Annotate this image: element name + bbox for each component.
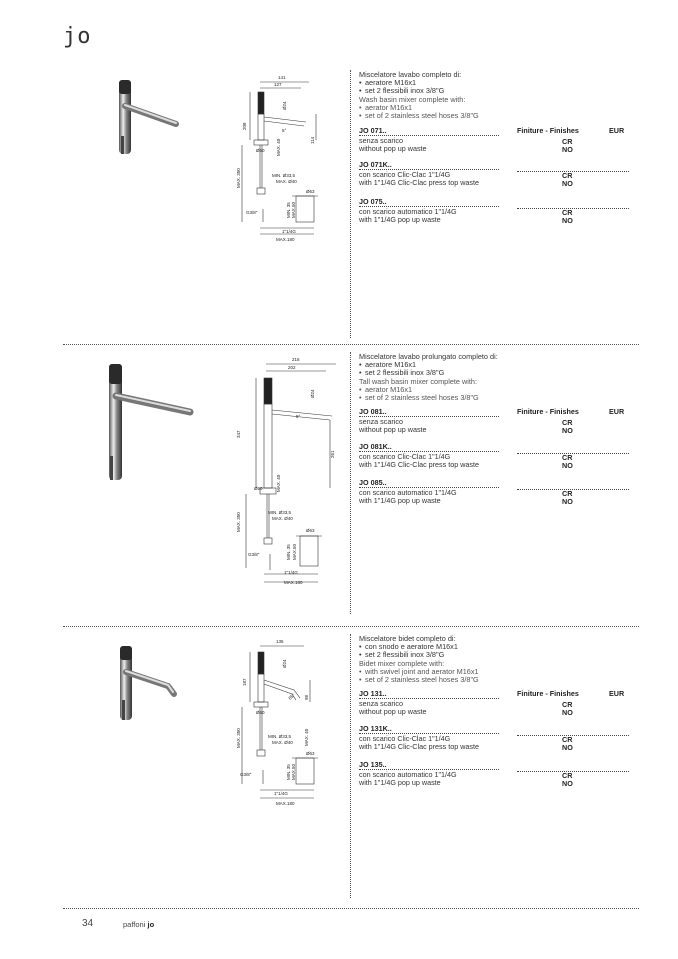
dim-max350: MAX. 350 bbox=[236, 728, 241, 748]
dim-max350: MAX. 350 bbox=[236, 168, 241, 188]
faucet-photo bbox=[100, 360, 200, 484]
product-text-en: with 1"1/4G pop up waste bbox=[359, 778, 441, 788]
dotted-rule bbox=[359, 135, 499, 136]
dotted-rule bbox=[517, 489, 629, 490]
finish-codes: CR NO bbox=[562, 735, 573, 753]
dim-height: 187 bbox=[242, 678, 247, 686]
product-code: JO 085.. bbox=[359, 478, 387, 487]
dim-max180: MAX.180 bbox=[276, 237, 295, 242]
finish-codes: CR NO bbox=[562, 171, 573, 189]
product-text-it: senza scarico bbox=[359, 417, 403, 426]
product-code: JO 075.. bbox=[359, 197, 387, 206]
product-row bbox=[359, 126, 631, 153]
section-divider bbox=[63, 908, 639, 909]
product-row bbox=[359, 689, 631, 716]
dim-63: Ø63 bbox=[306, 751, 315, 756]
technical-drawing bbox=[234, 634, 339, 814]
dotted-rule bbox=[359, 416, 499, 417]
dim-maxd: MAX. Ø40 bbox=[272, 516, 293, 521]
dim-diameter: Ø24 bbox=[282, 659, 287, 668]
bullet-en: • with swivel joint and aerator M16x1 bbox=[359, 668, 629, 676]
dotted-rule bbox=[359, 698, 499, 699]
bullet-en: • set of 2 stainless steel hoses 3/8"G bbox=[359, 112, 629, 120]
bullet-en: • set of 2 stainless steel hoses 3/8"G bbox=[359, 394, 629, 402]
dotted-rule bbox=[359, 487, 499, 488]
bullet-en: • aerator M16x1 bbox=[359, 104, 629, 112]
footer-brand bbox=[123, 920, 154, 929]
product-row bbox=[359, 760, 631, 787]
finish-codes: CR NO bbox=[562, 700, 573, 718]
dim-min35: MIN. 35 bbox=[286, 544, 291, 560]
finish-codes: CR NO bbox=[562, 208, 573, 226]
dotted-rule bbox=[517, 208, 629, 209]
product-row bbox=[359, 478, 631, 505]
dim-max50: MAX.50 bbox=[291, 763, 296, 780]
section-divider bbox=[63, 344, 639, 345]
page-number: 34 bbox=[82, 918, 94, 929]
dim-g38: G3/8" bbox=[240, 772, 252, 777]
finish-codes: CR NO bbox=[562, 771, 573, 789]
faucet-photo bbox=[110, 642, 186, 724]
description-title-it: Miscelatore bidet completo di: bbox=[359, 634, 456, 643]
dim-min: MIN. Ø33,5 bbox=[268, 734, 292, 739]
dim-side: 98 bbox=[304, 694, 309, 700]
finish-codes: CR NO bbox=[562, 453, 573, 471]
product-row bbox=[359, 197, 631, 224]
technical-drawing bbox=[234, 352, 344, 592]
dim-min: MIN. Ø33,5 bbox=[272, 173, 296, 178]
finish-codes: CR NO bbox=[562, 418, 573, 436]
product-text-en: with 1"1/4G pop up waste bbox=[359, 496, 441, 506]
finish-codes: CR NO bbox=[562, 489, 573, 507]
product-description bbox=[359, 635, 629, 684]
product-description bbox=[359, 353, 629, 402]
product-code: JO 081.. bbox=[359, 407, 387, 416]
dim-angle: 5° bbox=[282, 128, 287, 133]
dim-max50: MAX.50 bbox=[291, 201, 296, 218]
dim-114: 1"1/4G bbox=[284, 570, 298, 575]
product-text-it: con scarico Clic-Clac 1"1/4G bbox=[359, 170, 451, 179]
product-code: JO 071.. bbox=[359, 126, 387, 135]
finishes-header: Finiture - Finishes bbox=[517, 689, 579, 698]
dim-side: 261 bbox=[330, 450, 335, 458]
eur-header: EUR bbox=[609, 689, 625, 698]
product-text-en: with 1"1/4G pop up waste bbox=[359, 215, 441, 225]
dim-angle: 5° bbox=[296, 414, 301, 419]
dim-min35: MIN. 35 bbox=[286, 202, 291, 218]
dim-max50: MAX.50 bbox=[292, 543, 297, 560]
product-text-it: senza scarico bbox=[359, 136, 403, 145]
dotted-rule bbox=[359, 451, 499, 452]
eur-header: EUR bbox=[609, 407, 625, 416]
dim-g38: G3/8" bbox=[246, 210, 258, 215]
technical-drawing bbox=[234, 70, 339, 250]
product-text-it: con scarico automatico 1"1/4G bbox=[359, 770, 457, 779]
dotted-rule bbox=[359, 169, 499, 170]
dim-max180: MAX.180 bbox=[276, 801, 295, 806]
dim-max40: MAX. 40 bbox=[304, 728, 309, 746]
description-title-en: Tall wash basin mixer complete with: bbox=[359, 376, 478, 386]
bullet-it: • aeratore M16x1 bbox=[359, 361, 629, 369]
bullet-it: • set 2 flessibili inox 3/8"G bbox=[359, 369, 629, 377]
dim-top: 135 bbox=[276, 639, 284, 644]
eur-header: EUR bbox=[609, 126, 625, 135]
dim-max180: MAX.180 bbox=[284, 580, 303, 585]
finishes-header: Finiture - Finishes bbox=[517, 126, 579, 135]
product-code: JO 131K.. bbox=[359, 724, 392, 733]
dotted-rule bbox=[517, 735, 629, 736]
product-text-it: senza scarico bbox=[359, 699, 403, 708]
column-divider bbox=[350, 352, 351, 614]
product-code: JO 071K.. bbox=[359, 160, 392, 169]
finish-codes: CR NO bbox=[562, 137, 573, 155]
description-title-en: Bidet mixer complete with: bbox=[359, 658, 445, 668]
bullet-it: • aeratore M16x1 bbox=[359, 79, 629, 87]
product-text-en: without pop up waste bbox=[359, 707, 427, 717]
footer-collection: jo bbox=[147, 920, 155, 929]
dim-top: 216 bbox=[292, 357, 300, 362]
dim-height: 208 bbox=[242, 122, 247, 130]
dim-top: 141 bbox=[278, 75, 286, 80]
bullet-it: • set 2 flessibili inox 3/8"G bbox=[359, 87, 629, 95]
product-text-it: con scarico automatico 1"1/4G bbox=[359, 207, 457, 216]
description-title-it: Miscelatore lavabo completo di: bbox=[359, 70, 462, 79]
dim-base: Ø50 bbox=[256, 710, 265, 715]
dotted-rule bbox=[517, 453, 629, 454]
dim-diameter: Ø24 bbox=[310, 389, 315, 398]
bullet-it: • con snodo e aeratore M16x1 bbox=[359, 643, 629, 651]
section-divider bbox=[63, 626, 639, 627]
product-code: JO 081K.. bbox=[359, 442, 392, 451]
product-row bbox=[359, 442, 631, 469]
product-text-it: con scarico Clic-Clac 1"1/4G bbox=[359, 734, 451, 743]
product-text-it: con scarico Clic-Clac 1"1/4G bbox=[359, 452, 451, 461]
product-text-en: with 1"1/4G Clic-Clac press top waste bbox=[359, 178, 479, 188]
product-text-en: with 1"1/4G Clic-Clac press top waste bbox=[359, 460, 479, 470]
dim-second: 202 bbox=[288, 365, 296, 370]
product-row bbox=[359, 160, 631, 187]
bullet-en: • aerator M16x1 bbox=[359, 386, 629, 394]
description-title-en: Wash basin mixer complete with: bbox=[359, 94, 466, 104]
dim-max350: MAX. 350 bbox=[236, 512, 241, 532]
dim-diameter: Ø24 bbox=[282, 101, 287, 110]
dotted-rule bbox=[517, 171, 629, 172]
faucet-photo bbox=[110, 76, 186, 158]
dim-114: 1"1/4G bbox=[274, 791, 288, 796]
dotted-rule bbox=[517, 771, 629, 772]
dim-maxd: MAX. Ø40 bbox=[272, 740, 293, 745]
product-text-en: without pop up waste bbox=[359, 425, 427, 435]
dim-height: 347 bbox=[236, 430, 241, 438]
product-row bbox=[359, 407, 631, 434]
dim-min35: MIN. 35 bbox=[286, 764, 291, 780]
column-divider bbox=[350, 634, 351, 898]
dim-63: Ø63 bbox=[306, 189, 315, 194]
dim-side: 114 bbox=[310, 136, 315, 144]
product-text-it: con scarico automatico 1"1/4G bbox=[359, 488, 457, 497]
dim-max40: MAX. 40 bbox=[276, 474, 281, 492]
bullet-en: • set of 2 stainless steel hoses 3/8"G bbox=[359, 676, 629, 684]
dim-base: Ø50 bbox=[256, 148, 265, 153]
dim-angle: 65° bbox=[287, 692, 296, 701]
product-row bbox=[359, 724, 631, 751]
product-code: JO 135.. bbox=[359, 760, 387, 769]
dim-second: 127 bbox=[274, 82, 282, 87]
dim-g38: G3/8" bbox=[248, 552, 260, 557]
finishes-header: Finiture - Finishes bbox=[517, 407, 579, 416]
dim-114: 1"1/4G bbox=[282, 229, 296, 234]
footer-brand-name: paffoni bbox=[123, 920, 146, 929]
column-divider bbox=[350, 70, 351, 338]
dim-max40: MAX. 40 bbox=[276, 138, 281, 156]
product-code: JO 131.. bbox=[359, 689, 387, 698]
dotted-rule bbox=[359, 769, 499, 770]
brand-title: jo bbox=[63, 24, 92, 49]
bullet-it: • set 2 flessibili inox 3/8"G bbox=[359, 651, 629, 659]
product-description bbox=[359, 71, 629, 120]
dim-min: MIN. Ø33,5 bbox=[268, 510, 292, 515]
dotted-rule bbox=[359, 733, 499, 734]
description-title-it: Miscelatore lavabo prolungato completo di: bbox=[359, 352, 498, 361]
dim-maxd: MAX. Ø40 bbox=[276, 179, 297, 184]
product-text-en: with 1"1/4G Clic-Clac press top waste bbox=[359, 742, 479, 752]
product-text-en: without pop up waste bbox=[359, 144, 427, 154]
dim-base: Ø50 bbox=[254, 486, 263, 491]
dotted-rule bbox=[359, 206, 499, 207]
dim-63: Ø63 bbox=[306, 528, 315, 533]
